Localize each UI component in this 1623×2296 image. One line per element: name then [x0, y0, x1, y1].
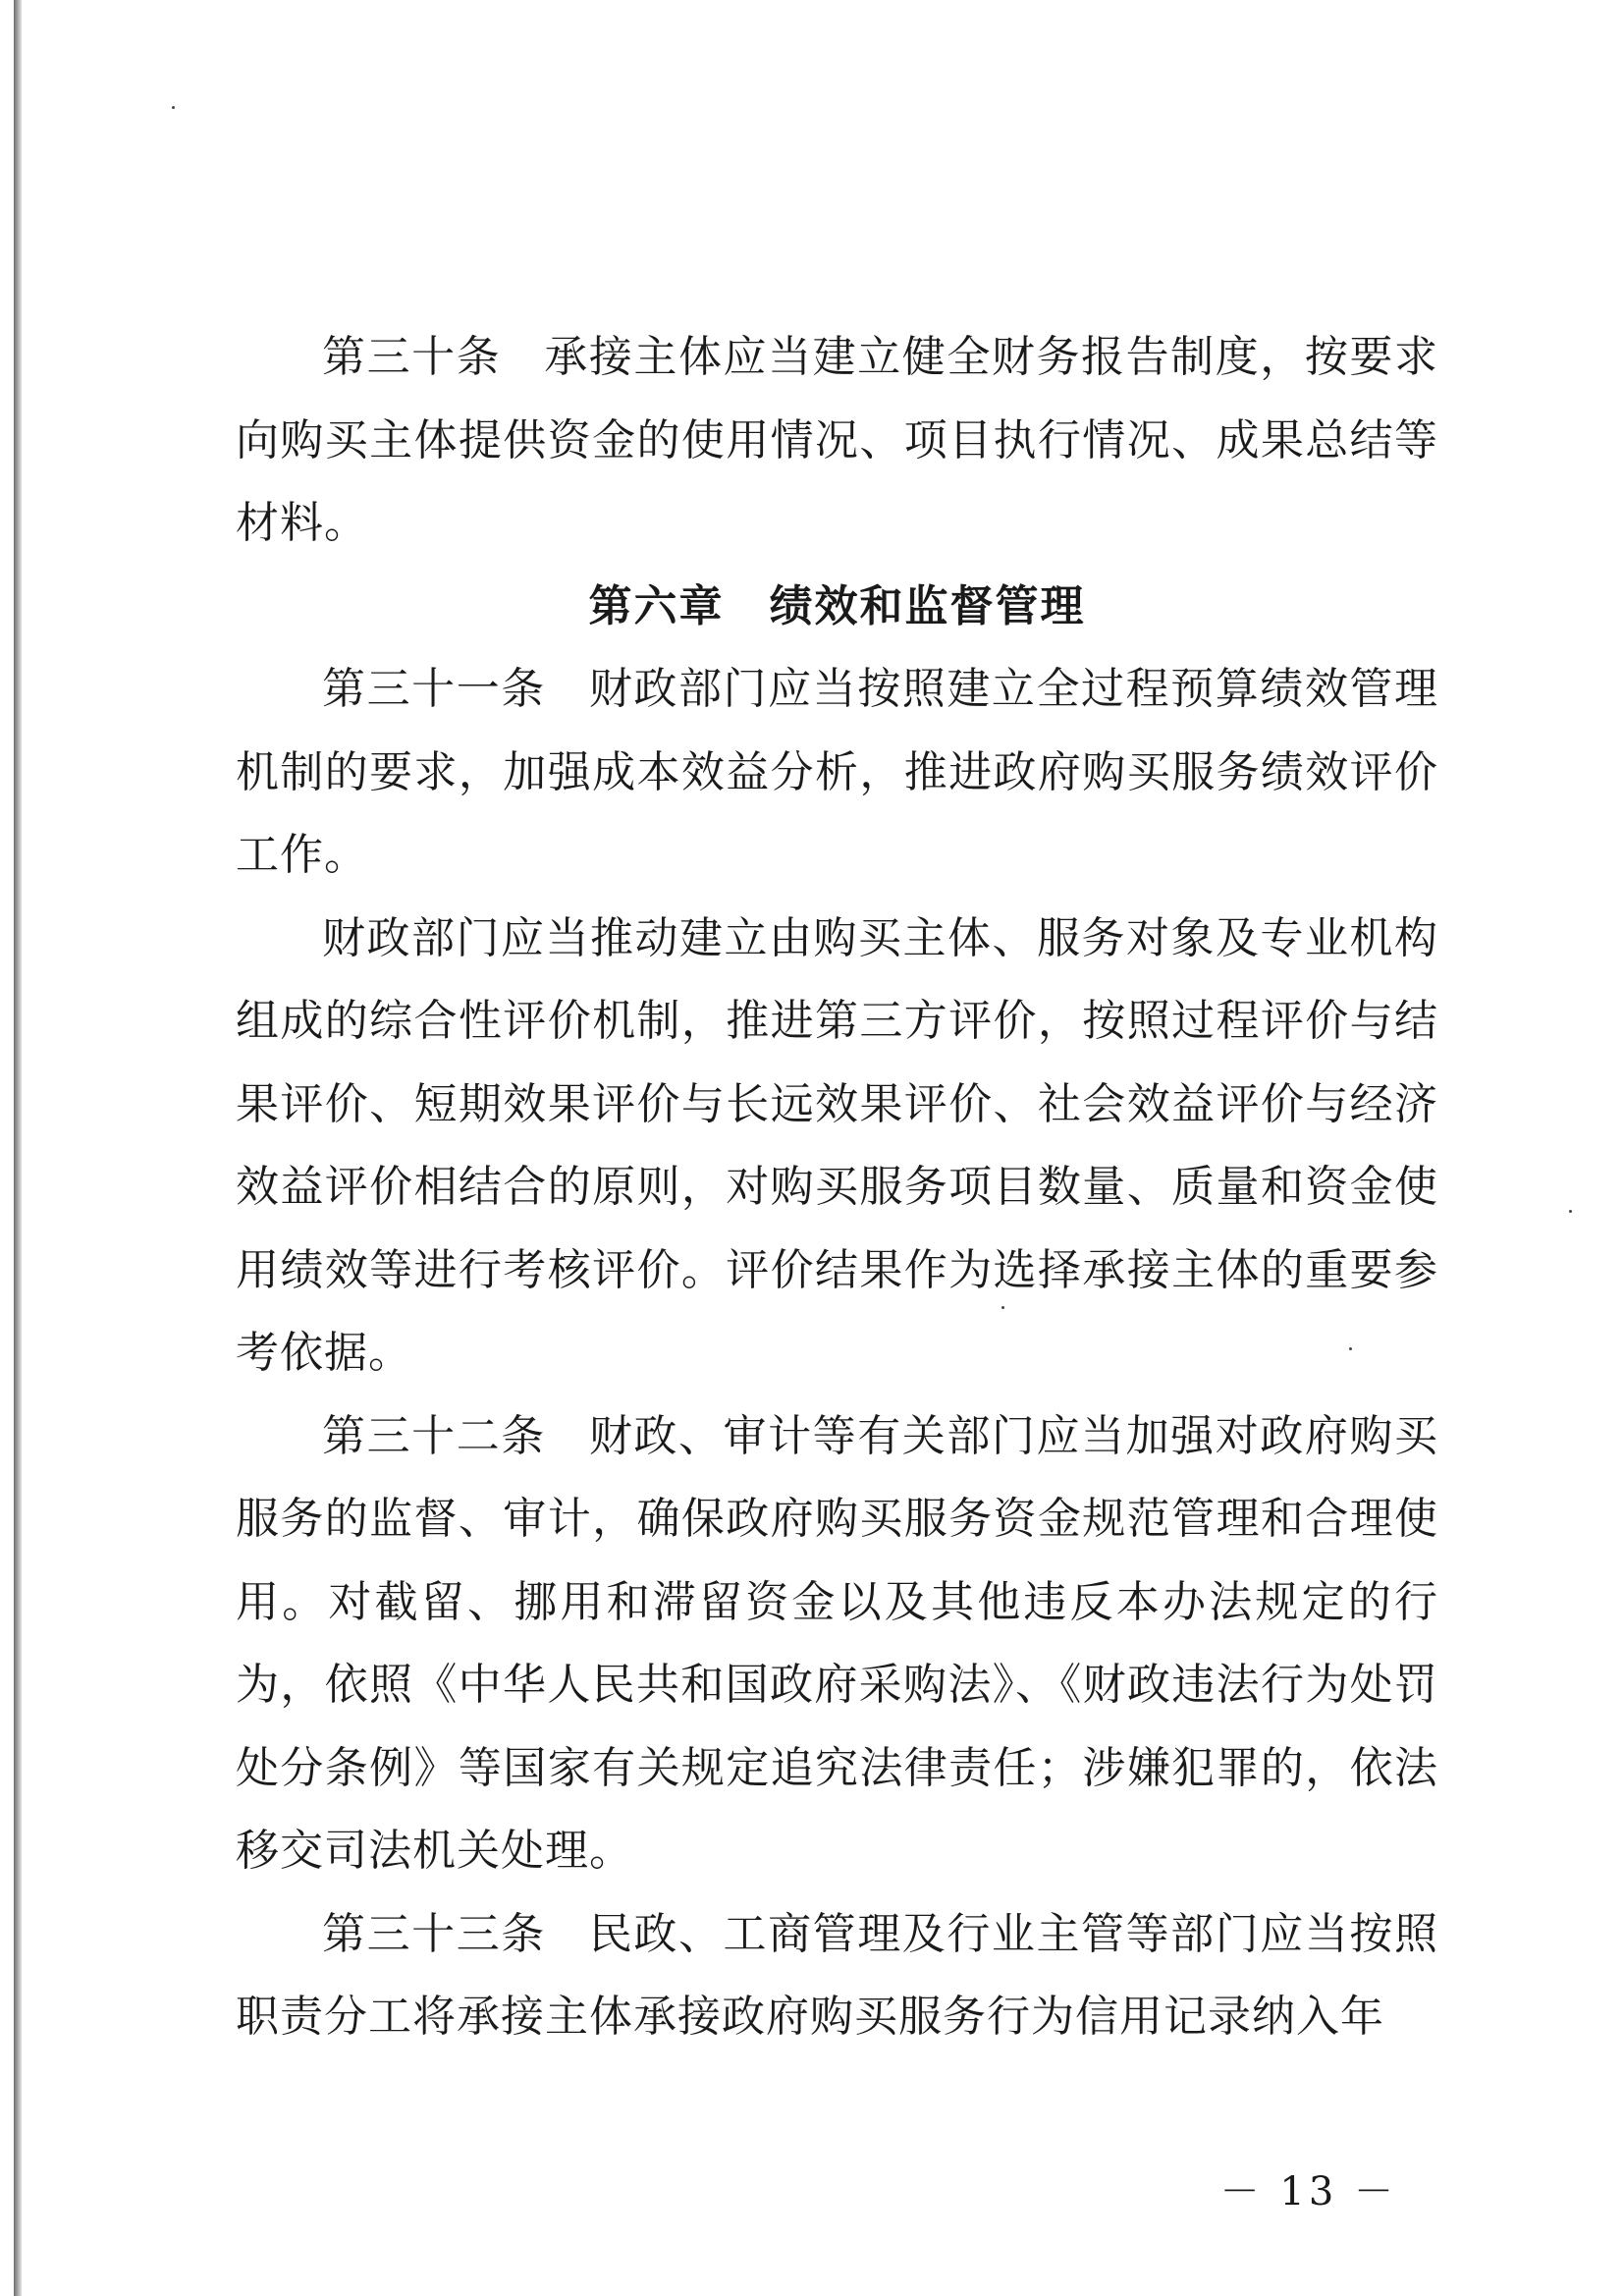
article-32: [236, 1395, 1438, 1893]
scan-speck: [1569, 1210, 1572, 1213]
article-text: 承接主体应当建立健全财务报告制度，按要求向购买主体提供资金的使用情况、项目执行情况、成果总结等材料。: [236, 332, 1439, 548]
document-body: [236, 316, 1438, 2059]
article-label: 第三十三条: [322, 1908, 546, 1959]
paragraph-text: 财政部门应当推动建立由购买主体、服务对象及专业机构组成的综合性评价机制，推进第三方评价，按照过程评价与结果评价、短期效果评价与长远效果评价、社会效益评价与经济效益评价相结合的原则，对购买服务项目数量、质量和资金使用绩效等进行考核评价。评价结果作为选择承接主体的重要参考依据。: [236, 912, 1438, 1378]
chapter-heading: 第六章 绩效和监督管理: [588, 580, 1086, 631]
article-text: 财政部门应当按照建立全过程预算绩效管理机制的要求，加强成本效益分析，推进政府购买服务绩效评价工作。: [236, 664, 1439, 880]
article-31: [236, 648, 1438, 898]
page-number: － 13 －: [1219, 2169, 1397, 2214]
article-33: [236, 1893, 1438, 2059]
article-text: 民政、工商管理及行业主管等部门应当按照职责分工将承接主体承接政府购买服务行为信用记录纳入年: [236, 1908, 1439, 2042]
article-label: 第三十一条: [322, 664, 546, 714]
scan-left-edge: [14, 0, 22, 2296]
article-label: 第三十条: [322, 332, 502, 382]
article-text: 财政、审计等有关部门应当加强对政府购买服务的监督、审计，确保政府购买服务资金规范管理和合理使用。对截留、挪用和滞留资金以及其他违反本办法规定的行为，依照《中华人民共和国政府采购法》、《财政违法行为处罚处分条例》等国家有关规定追究法律责任；涉嫌犯罪的，依法移交司法机关处理。: [236, 1410, 1439, 1876]
scan-speck: [172, 106, 175, 109]
article-31-paragraph-2: [236, 898, 1438, 1395]
article-label: 第三十二条: [322, 1410, 546, 1461]
article-30: [236, 316, 1438, 566]
